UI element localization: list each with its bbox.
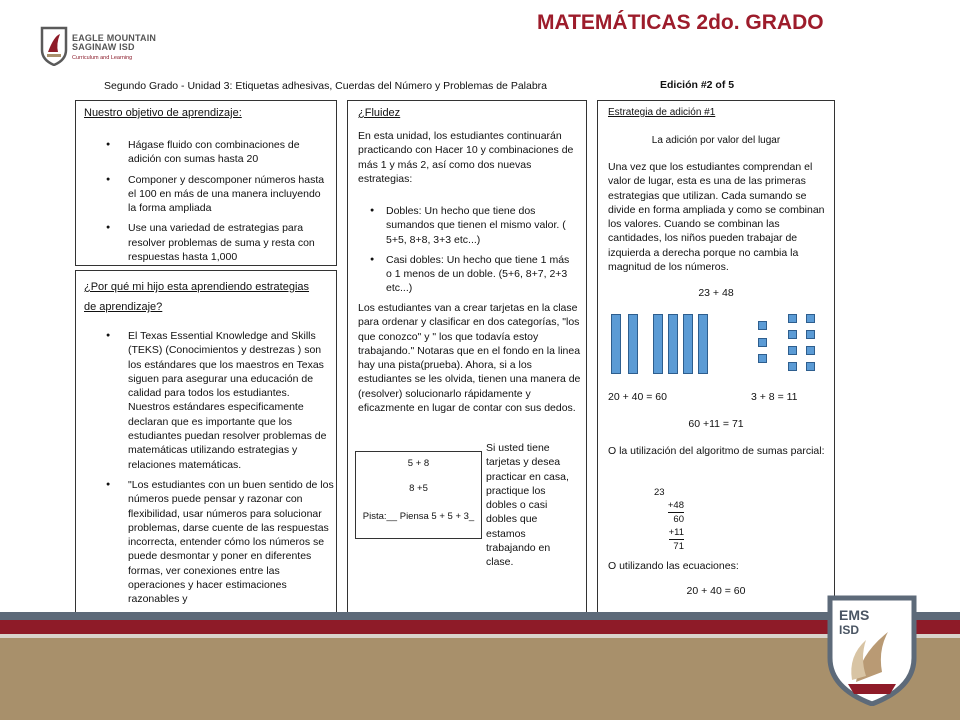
logo-line-2: SAGINAW ISD — [72, 42, 135, 52]
base-ten-blocks — [598, 311, 834, 381]
unit-cube — [788, 362, 797, 371]
fluency-body: Los estudiantes van a crear tarjetas en la clase para ordenar y clasificar en dos categorías, "los que conozco" y " los que todavía estoy trabajando." Notaras que en el fondo en la linea hay una pista(prueba). Ahora, si a los estudiantes se les olvida, tienen una manera de (resolver) solucionarlo rápidamente y eficazmente en lugar de contar con sus dedos. — [358, 302, 581, 415]
why-item: ● El Texas Essential Knowledge and Skills (TEKS) (Conocimientos y destrezas ) son los estándares que los maestros en Texas siguen para asegurar una educación de calidad para todos los estudiantes. Nuestros estándares especificamente declaran que es importante que los estudiantes puedan resolver problemas de matemáticas utilizando estrategias y relaciones matemáticas. — [76, 329, 334, 472]
unit-cube — [758, 321, 767, 330]
unit-cube — [806, 314, 815, 323]
objective-list — [76, 138, 330, 270]
objective-item: ● Componer y descomponer números hasta el 100 en más de una manera incluyendo la forma ampliada — [76, 173, 330, 216]
unit-cube — [758, 354, 767, 363]
unit-cube — [758, 338, 767, 347]
doc-header: Segundo Grado - Unidad 3: Etiquetas adhesivas, Cuerdas del Número y Problemas de Palabra — [104, 80, 548, 92]
equations-intro: O utilizando las ecuaciones: — [608, 560, 739, 572]
ems-logo-line-1: EMS — [839, 607, 870, 623]
ems-isd-logo — [826, 594, 918, 706]
district-logo-text — [72, 34, 156, 63]
partial-line: 71 — [673, 541, 684, 552]
objective-title: Nuestro objetivo de aprendizaje: — [84, 107, 242, 119]
logo-line-3: Curriculum and Learning — [72, 55, 133, 61]
objective-item: ● Use una variedad de estrategias para resolver problemas de suma y resta con respuestas hasta 1,000 — [76, 221, 330, 264]
fluency-intro: En esta unidad, los estudiantes continuarán practicando con Hacer 10 y combinaciones de más 1 y más 2, así como dos nuevas estrategias: — [358, 130, 574, 185]
strategy-body: Una vez que los estudiantes comprendan el valor de lugar, esta es una de las primeras estrategias que utilizan. Cada sumando se divide en forma ampliada y como se combinan los valores. Cuando se combinan las cantidades, los niños pueden trabajar de izquierda a derecha porque no cambia la magnitud de los números. — [608, 161, 825, 274]
fluency-item: ● Dobles: Un hecho que tiene dos sumandos que tienen el mismo valor. ( 5+5, 8+8, 3+3 etc...) — [348, 204, 576, 247]
unit-cube — [788, 330, 797, 339]
unit-cube — [788, 346, 797, 355]
ones-equation: 3 + 8 = 11 — [751, 391, 798, 403]
partial-intro: O la utilización del algoritmo de sumas parcial: — [608, 445, 825, 457]
district-logo — [40, 26, 160, 70]
strategy-problem: 23 + 48 — [698, 287, 734, 299]
why-title-line-2: de aprendizaje? — [84, 301, 163, 313]
partial-line: +11 — [668, 527, 684, 538]
card-line-2: 8 +5 — [409, 483, 428, 494]
unit-cube — [788, 314, 797, 323]
footer-stripe-light — [0, 634, 960, 638]
strategy-box — [597, 100, 835, 616]
footer-stripe-red — [0, 620, 960, 634]
tens-rod — [628, 314, 638, 374]
fluency-item: ● Casi dobles: Un hecho que tiene 1 más o 1 menos de un doble. (5+6, 8+7, 2+3 etc...) — [348, 253, 576, 296]
why-title — [84, 277, 309, 317]
fluency-title: ¿Fluidez — [358, 107, 401, 119]
tens-rod — [653, 314, 663, 374]
objective-box — [75, 100, 337, 266]
partial-line: +48 — [667, 500, 684, 511]
ems-logo-line-2: ISD — [839, 623, 860, 637]
tens-rod — [698, 314, 708, 374]
slide-title: MATEMÁTICAS 2do. GRADO — [537, 11, 824, 34]
logo-line-1: EAGLE MOUNTAIN — [72, 33, 157, 43]
objective-item: ● Hágase fluido con combinaciones de adición con sumas hasta 20 — [76, 138, 330, 167]
fluency-side-note: Si usted tiene tarjetas y desea practicar en casa, practique los dobles o casi dobles que estamos trabajando en clase. — [486, 442, 569, 569]
unit-cube — [806, 346, 815, 355]
doc-edition: Edición #2 of 5 — [660, 79, 735, 91]
shield-icon — [40, 26, 68, 66]
fluency-box — [347, 100, 587, 616]
total-equation: 60 +11 = 71 — [688, 418, 744, 430]
tens-rod — [668, 314, 678, 374]
strategy-subtitle: La adición por valor del lugar — [651, 135, 781, 146]
unit-cube — [806, 330, 815, 339]
tens-equation: 20 + 40 = 60 — [608, 391, 667, 403]
tens-rod — [683, 314, 693, 374]
why-title-line-1: ¿Por qué mi hijo esta aprendiendo estrategias — [84, 281, 310, 293]
newsletter-document — [62, 68, 840, 611]
unit-cube — [806, 362, 815, 371]
footer-stripe-gray — [0, 612, 960, 620]
tens-rod — [611, 314, 621, 374]
card-line-1: 5 + 8 — [407, 458, 430, 469]
strategy-title: Estrategia de adición #1 — [608, 107, 716, 118]
partial-sums — [654, 486, 684, 553]
equation-example: 20 + 40 = 60 — [686, 585, 746, 597]
why-item: ● "Los estudiantes con un buen sentido de los números puede pensar y razonar con flexibilidad, usar números para solucionar problemas, darse cuente de las respuestas incorrecta, entender cómo los números se puede desmontar y poner en diferentes formas, ver conexiones entre las operaciones y hacer estimaciones razonables y — [76, 478, 334, 607]
fluency-list — [348, 204, 576, 302]
partial-line: 23 — [654, 487, 665, 498]
why-list — [76, 329, 334, 613]
flash-card — [355, 451, 482, 539]
partial-line: 60 — [673, 514, 684, 525]
why-box — [75, 270, 337, 616]
card-hint: Pista:__ Piensa 5 + 5 + 3_ — [362, 511, 475, 522]
